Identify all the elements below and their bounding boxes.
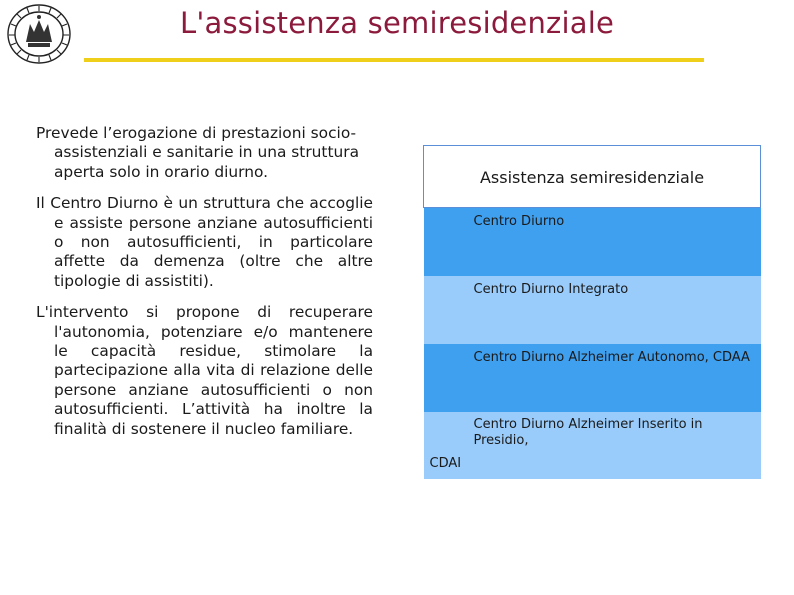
table-row: [424, 344, 761, 412]
paragraph-intervento: L'intervento si propone di recuperare l'autonomia, potenziare e/o mantenere le capacità residue, stimolare la partecipazione alla vita di relazione delle persone anziane autosufficienti o non autosufficienti. L’attività ha inoltre la finalità di sostenere il nucleo familiare.: [36, 303, 373, 438]
table-cell-cdai: [424, 412, 761, 479]
description-text: [36, 124, 373, 451]
page-title: L'assistenza semiresidenziale: [179, 6, 615, 40]
paragraph-definition: Prevede l’erogazione di prestazioni socio-assistenziali e sanitarie in una struttura aperta solo in orario diurno.: [36, 124, 359, 181]
table-cell-centro-diurno-integrato: Centro Diurno Integrato: [473, 282, 629, 297]
table-row: [424, 412, 761, 479]
services-table: [423, 145, 761, 479]
table-header-row: [424, 146, 761, 208]
table-cell-cdai-abbr: CDAI: [429, 456, 462, 471]
paragraph-centro-diurno: Il Centro Diurno è un struttura che accoglie e assiste persone anziane autosufficienti o non autosufficienti, in particolare affette da demenza (oltre che altre tipologie di assistiti).: [36, 194, 373, 290]
table-header-cell: Assistenza semiresidenziale: [479, 167, 705, 187]
table-row: [424, 276, 761, 344]
table-cell-cdai-label: Centro Diurno Alzheimer Inserito in Presidio,: [473, 417, 703, 448]
table-cell-cdaa: Centro Diurno Alzheimer Autonomo, CDAA: [473, 350, 750, 365]
title-underline: [84, 58, 704, 62]
table-cell-centro-diurno: Centro Diurno: [473, 214, 565, 229]
table-row: [424, 208, 761, 277]
